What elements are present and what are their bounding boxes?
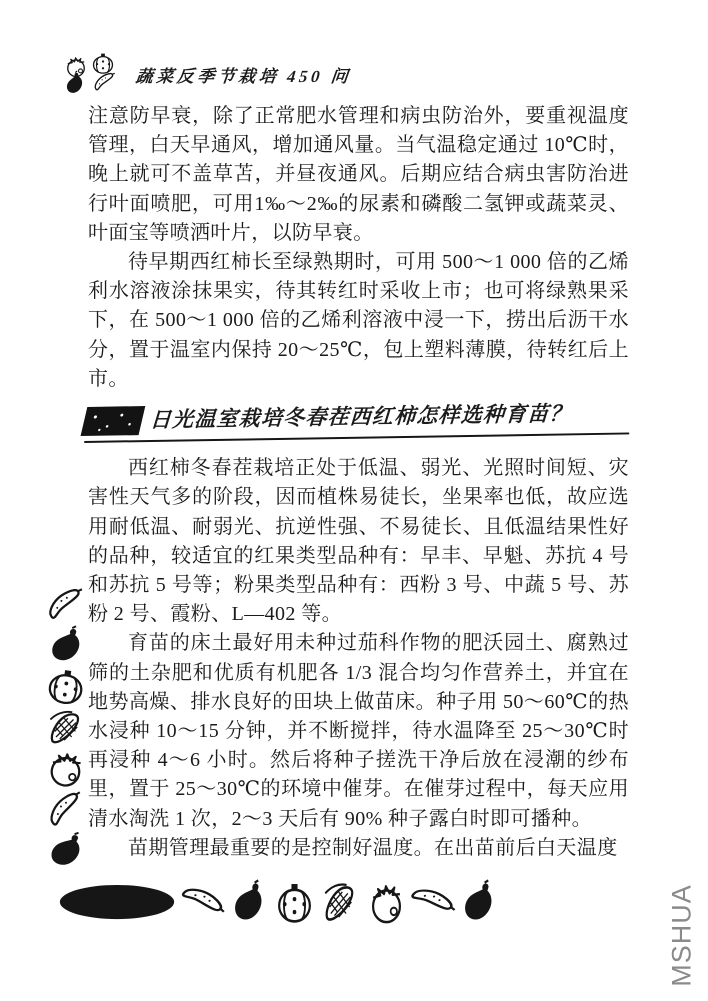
footer-vegetable-row xyxy=(58,876,498,928)
running-header xyxy=(64,52,352,96)
question-number-box xyxy=(81,406,146,436)
pumpkin-icon xyxy=(275,879,314,925)
corn-icon xyxy=(321,879,360,925)
paragraph: 苗期管理最重要的是控制好温度。在出苗前后白天温度 xyxy=(128,836,618,859)
question-title: 日光温室栽培冬春茬西红柿怎样选种育苗？ xyxy=(149,401,573,433)
tomato-icon xyxy=(367,879,406,925)
page-text-column xyxy=(88,102,629,863)
header-vegetable-cluster xyxy=(64,52,120,96)
corn-icon xyxy=(46,707,86,747)
watermark: MSHUA xyxy=(666,884,697,987)
left-margin-vegetable-strip xyxy=(36,584,96,870)
pumpkin-icon xyxy=(46,666,86,706)
watermelon-icon xyxy=(58,876,176,928)
book-title: 蔬菜反季节栽培 450 问 xyxy=(134,66,353,86)
question-heading xyxy=(84,398,630,443)
cucumber-icon xyxy=(91,68,121,94)
eggplant-icon xyxy=(46,830,86,870)
paragraph: 西红柿冬春茬栽培正处于低温、弱光、光照时间短、灾害性天气多的阶段，因而植株易徒长，坐果率也低，故应选用耐低温、耐弱光、抗逆性强、不易徒长、且低温结果性好的品种，较适宜的红果类型品种有：早丰、早魁、苏抗 4 号和苏抗 5 号等；粉果类型品种有：西粉 3 号、中蔬 5 号、苏粉 2 号、霞粉、L—402 等。 xyxy=(88,457,629,626)
tomato-icon xyxy=(46,748,86,788)
cucumber-icon xyxy=(46,789,86,829)
paragraph: 注意防早衰，除了正常肥水管理和病虫防治外，要重视温度管理，白天早通风，增加通风量。当气温稳定通过 10℃时，晚上就可不盖草苫，并昼夜通风。后期应结合病虫害防治进行叶面喷肥，可用1‰～2‰的尿素和磷酸二氢钾或蔬菜灵、叶面宝等喷洒叶片，以防早衰。 xyxy=(88,105,629,244)
paragraph: 待早期西红柿长至绿熟期时，可用 500～1 000 倍的乙烯利水溶液涂抹果实，待其转红时采收上市；也可将绿熟果采下，在 500～1 000 倍的乙烯利溶液中浸一下，捞出后沥干水分，置于温室内保持 20～25℃，包上塑料薄膜，待转红后上市。 xyxy=(88,251,629,390)
paragraph: 育苗的床土最好用未种过茄科作物的肥沃园土、腐熟过筛的土杂肥和优质有机肥各 1/3 混合均匀作营养土，并宜在地势高燥、排水良好的田块上做苗床。种子用 50～60℃的热水浸种 10～15 分钟，并不断搅拌，待水温降至 25～30℃时再浸种 4～6 小时。然后将种子搓洗干净后放在浸潮的纱布里，置于 25～30℃的环境中催芽。在催芽过程中，每天应用清水淘洗 1 次，2～3 天后有 90% 种子露白时即可播种。 xyxy=(88,632,629,830)
eggplant-icon xyxy=(459,879,498,925)
cucumber-icon xyxy=(413,879,452,925)
cucumber-icon xyxy=(46,584,86,624)
eggplant-icon xyxy=(46,625,86,665)
eggplant-icon xyxy=(229,879,268,925)
cucumber-icon xyxy=(183,879,222,925)
